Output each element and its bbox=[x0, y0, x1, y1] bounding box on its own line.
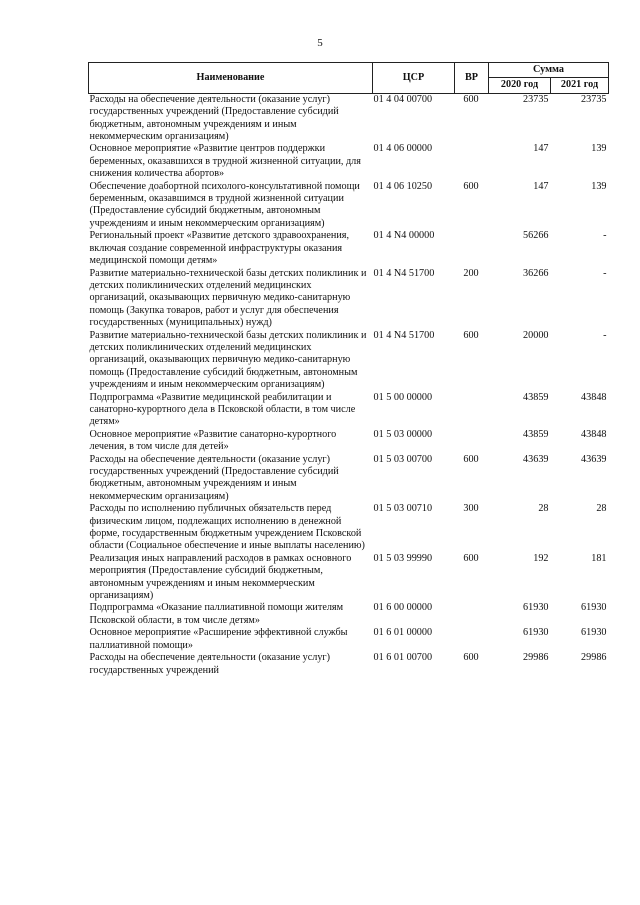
row-vr bbox=[455, 143, 489, 180]
row-sum-2021: 181 bbox=[591, 552, 607, 564]
row-sum-2020: 147 bbox=[533, 143, 549, 155]
row-sum-2021: 23735 bbox=[581, 93, 607, 105]
row-vr bbox=[455, 602, 489, 627]
row-csr: 01 6 01 00000 bbox=[373, 627, 433, 639]
table-row bbox=[89, 181, 609, 231]
row-vr bbox=[455, 627, 489, 652]
header-vr: ВР bbox=[455, 63, 489, 94]
row-name: Развитие материально-технической базы детских поликлиник и детских поликлинических отделений медицинских организаций, оказывающих первичную медико-санитарную помощь (Закупка товаров, работ и услуг для обеспечения государственных (муниципальных) нужд) bbox=[89, 267, 367, 329]
row-sum-2021: 61930 bbox=[581, 627, 607, 639]
row-sum-2020: 28 bbox=[538, 503, 549, 515]
row-csr: 01 4 N4 51700 bbox=[373, 267, 435, 279]
row-sum-2020: 192 bbox=[533, 552, 549, 564]
row-name: Расходы на обеспечение деятельности (оказание услуг) государственных учреждений (Предоставление субсидий бюджетным, автономным учреждениям и иным некоммерческим организациям) bbox=[89, 453, 339, 502]
table-header bbox=[89, 63, 609, 94]
table-row bbox=[89, 330, 609, 392]
row-name: Обеспечение доабортной психолого-консультативной помощи беременным, оказавшимся в трудной жизненной ситуации (Предоставление субсидий бюджетным, автономным учреждениям и иным некоммерческим организациям) bbox=[89, 180, 360, 229]
row-sum-2020: 147 bbox=[533, 180, 549, 192]
row-name: Подпрограмма «Оказание паллиативной помощи жителям Псковской области, в том числе детям» bbox=[89, 602, 344, 626]
page-number: 5 bbox=[317, 37, 323, 49]
table-row bbox=[89, 454, 609, 504]
row-csr: 01 4 04 00700 bbox=[373, 93, 433, 105]
row-sum-2021: - bbox=[603, 267, 607, 279]
row-csr: 01 6 00 00000 bbox=[373, 602, 433, 614]
row-name: Реализация иных направлений расходов в рамках основного мероприятия (Предоставление субсидий бюджетным, автономным учреждениям и иным некоммерческим организациям) bbox=[89, 552, 352, 602]
row-sum-2020: 43639 bbox=[523, 453, 549, 465]
row-sum-2021: 139 bbox=[591, 180, 607, 192]
row-csr: 01 5 03 00710 bbox=[373, 503, 433, 515]
row-csr: 01 6 01 00700 bbox=[373, 652, 433, 664]
row-csr: 01 5 00 00000 bbox=[373, 391, 433, 403]
table-body bbox=[89, 93, 609, 677]
table-row bbox=[89, 627, 609, 652]
row-name: Основное мероприятие «Расширение эффективной службы паллиативной помощи» bbox=[89, 627, 348, 651]
row-sum-2020: 43859 bbox=[523, 391, 549, 403]
row-sum-2021: 43639 bbox=[581, 453, 607, 465]
table-row bbox=[89, 143, 609, 180]
row-csr: 01 5 03 00000 bbox=[373, 428, 433, 440]
table-row bbox=[89, 429, 609, 454]
row-csr: 01 5 03 00700 bbox=[373, 453, 433, 465]
row-sum-2021: 61930 bbox=[581, 602, 607, 614]
row-name: Основное мероприятие «Развитие центров поддержки беременных, оказавшихся в трудной жизненной ситуации, для снижения количества абортов» bbox=[89, 143, 361, 180]
row-vr bbox=[455, 392, 489, 429]
row-sum-2020: 36266 bbox=[523, 267, 549, 279]
row-sum-2021: 139 bbox=[591, 143, 607, 155]
budget-table bbox=[88, 62, 609, 677]
row-sum-2020: 56266 bbox=[523, 230, 549, 242]
row-name: Подпрограмма «Развитие медицинской реабилитации и санаторно-курортного дела в Псковской области, в том числе детям» bbox=[89, 391, 356, 428]
row-vr: 600 bbox=[463, 453, 479, 465]
row-sum-2020: 20000 bbox=[523, 329, 549, 341]
table-row bbox=[89, 268, 609, 330]
row-sum-2021: 28 bbox=[596, 503, 607, 515]
row-vr: 600 bbox=[463, 329, 479, 341]
row-csr: 01 4 06 10250 bbox=[373, 180, 433, 192]
header-name: Наименование bbox=[89, 63, 373, 94]
row-vr bbox=[455, 429, 489, 454]
header-year-2021: 2021 год bbox=[551, 78, 609, 93]
row-sum-2020: 61930 bbox=[523, 627, 549, 639]
row-vr: 600 bbox=[463, 180, 479, 192]
table-row bbox=[89, 602, 609, 627]
row-name: Расходы по исполнению публичных обязательств перед физическим лицом, подлежащих исполнению в денежной форме, государственным бюджетным учреждением Псковской области (Социальное обеспечение и иные выплаты населению) bbox=[89, 503, 365, 552]
table-row bbox=[89, 503, 609, 553]
row-sum-2021: 43848 bbox=[581, 391, 607, 403]
row-sum-2021: 29986 bbox=[581, 652, 607, 664]
row-vr: 600 bbox=[463, 552, 479, 564]
row-sum-2020: 61930 bbox=[523, 602, 549, 614]
row-name: Расходы на обеспечение деятельности (оказание услуг) государственных учреждений (Предоставление субсидий бюджетным, автономным учреждениям и иным некоммерческим организациям) bbox=[89, 93, 339, 143]
row-vr: 300 bbox=[463, 503, 479, 515]
table-row bbox=[89, 652, 609, 677]
row-sum-2021: - bbox=[603, 230, 607, 242]
row-name: Развитие материально-технической базы детских поликлиник и детских поликлинических отделений медицинских организаций, оказывающих первичную медико-санитарную помощь (Предоставление субсидий бюджетным, автономным учреждениям и иным некоммерческим организациям) bbox=[89, 329, 367, 391]
row-name: Расходы на обеспечение деятельности (оказание услуг) государственных учреждений bbox=[89, 652, 331, 676]
table-row bbox=[89, 230, 609, 267]
row-sum-2020: 43859 bbox=[523, 428, 549, 440]
table-row bbox=[89, 553, 609, 603]
row-vr: 200 bbox=[463, 267, 479, 279]
row-name: Региональный проект «Развитие детского здравоохранения, включая создание современной инфраструктуры оказания медицинской помощи детям» bbox=[89, 230, 350, 267]
row-csr: 01 4 N4 00000 bbox=[373, 230, 435, 242]
table-row bbox=[89, 392, 609, 429]
table-row bbox=[89, 93, 609, 143]
row-sum-2021: 43848 bbox=[581, 428, 607, 440]
header-year-2020: 2020 год bbox=[489, 78, 551, 93]
row-vr bbox=[455, 230, 489, 267]
header-csr: ЦСР bbox=[373, 63, 455, 94]
row-sum-2021: - bbox=[603, 329, 607, 341]
row-name: Основное мероприятие «Развитие санаторно-курортного лечения, в том числе для детей» bbox=[89, 428, 337, 453]
row-sum-2020: 23735 bbox=[523, 93, 549, 105]
row-csr: 01 4 06 00000 bbox=[373, 143, 433, 155]
row-vr: 600 bbox=[463, 652, 479, 664]
header-sum: Сумма bbox=[489, 63, 609, 78]
row-csr: 01 5 03 99990 bbox=[373, 552, 433, 564]
row-csr: 01 4 N4 51700 bbox=[373, 329, 435, 341]
row-sum-2020: 29986 bbox=[523, 652, 549, 664]
row-vr: 600 bbox=[463, 93, 479, 105]
